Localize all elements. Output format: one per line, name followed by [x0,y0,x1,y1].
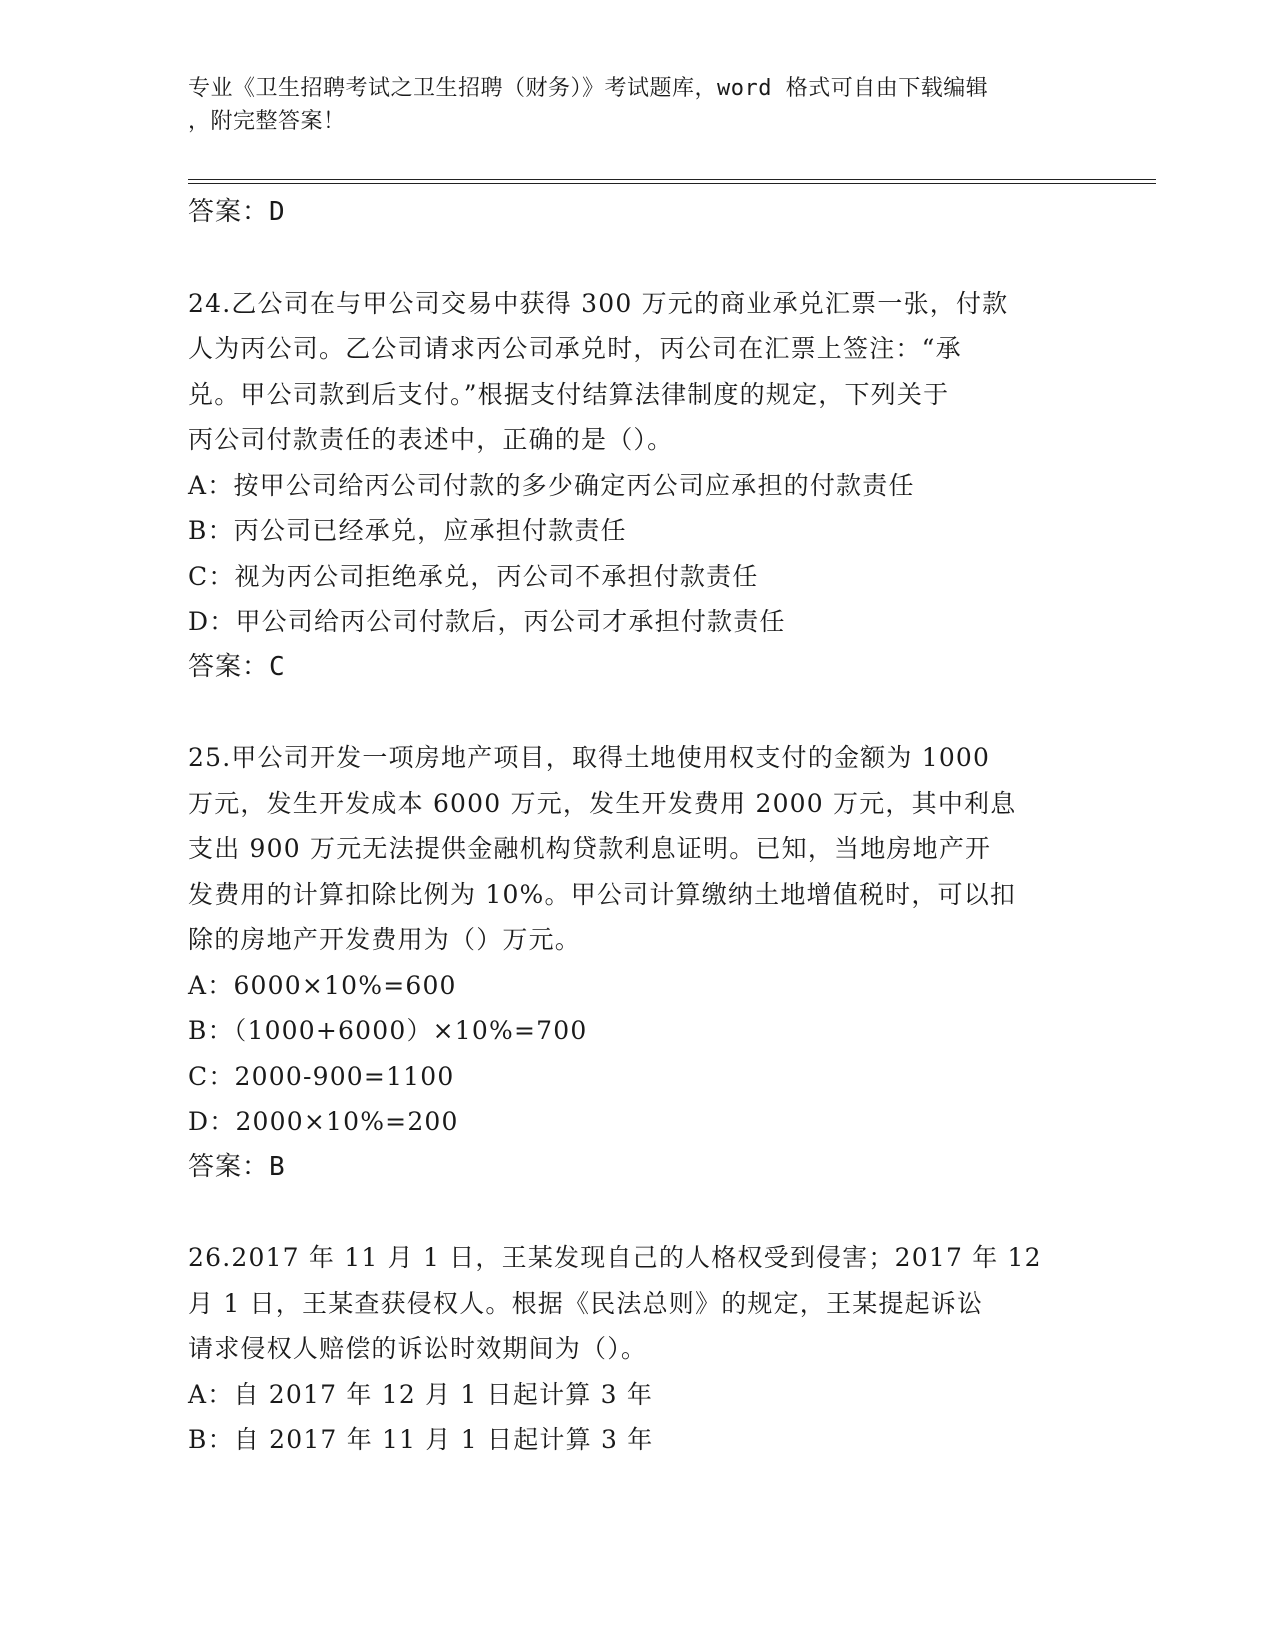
question-26 [188,1235,1088,1463]
option-b: B：（1000+6000）×10%=700 [188,1016,588,1045]
question-text-line: 人为丙公司。乙公司请求丙公司承兑时，丙公司在汇票上签注：“承 [188,334,962,363]
question-text-line: 24.乙公司在与甲公司交易中获得 300 万元的商业承兑汇票一张，付款 [188,288,1009,318]
question-25 [188,735,1088,1190]
question-text-line: 丙公司付款责任的表述中，正确的是（）。 [188,425,674,454]
question-text-line: 支出 900 万元无法提供金融机构贷款利息证明。已知，当地房地产开 [188,834,992,863]
answer-25: 答案：B [188,1151,286,1182]
question-text-line: 月 1 日，王某查获侵权人。根据《民法总则》的规定，王某提起诉讼 [188,1288,984,1318]
question-text-line: 请求侵权人赔偿的诉讼时效期间为（）。 [188,1334,648,1363]
header-divider [188,179,1156,184]
option-a: A：按甲公司给丙公司付款的多少确定丙公司应承担的付款责任 [188,470,915,500]
previous-answer: 答案：D [188,197,286,227]
option-a: A：6000×10%=600 [188,970,457,1000]
question-text-line: 26.2017 年 11 月 1 日，王某发现自己的人格权受到侵害；2017 年 12 [188,1243,1042,1272]
question-text-line: 发费用的计算扣除比例为 10%。甲公司计算缴纳土地增值税时，可以扣 [188,879,1017,909]
header-line-2: ，附完整答案！ [188,109,346,134]
option-a: A：自 2017 年 12 月 1 日起计算 3 年 [188,1379,654,1409]
header-line-1: 专业《卫生招聘考试之卫生招聘（财务）》考试题库，word 格式可自由下载编辑 [188,76,989,101]
option-c: C：2000-900=1100 [188,1061,455,1091]
spacer [188,1190,1088,1235]
question-text-line: 除的房地产开发费用为（）万元。 [188,925,582,954]
page-header [188,72,1088,138]
question-text-line: 兑。甲公司款到后支付。”根据支付结算法律制度的规定，下列关于 [188,379,950,409]
option-c: C：视为丙公司拒绝承兑，丙公司不承担付款责任 [188,561,759,591]
question-text-line: 25.甲公司开发一项房地产项目，取得土地使用权支付的金额为 1000 [188,743,991,772]
option-b: B：自 2017 年 11 月 1 日起计算 3 年 [188,1425,654,1454]
question-24 [188,281,1088,691]
question-text-line: 万元，发生开发成本 6000 万元，发生开发费用 2000 万元，其中利息 [188,788,1017,818]
option-d: D：甲公司给丙公司付款后，丙公司才承担付款责任 [188,607,786,636]
option-d: D：2000×10%=200 [188,1107,459,1136]
option-b: B：丙公司已经承兑，应承担付款责任 [188,516,627,545]
spacer [188,236,1088,281]
question-content [188,190,1088,1463]
spacer [188,690,1088,735]
answer-24: 答案：C [188,651,286,682]
